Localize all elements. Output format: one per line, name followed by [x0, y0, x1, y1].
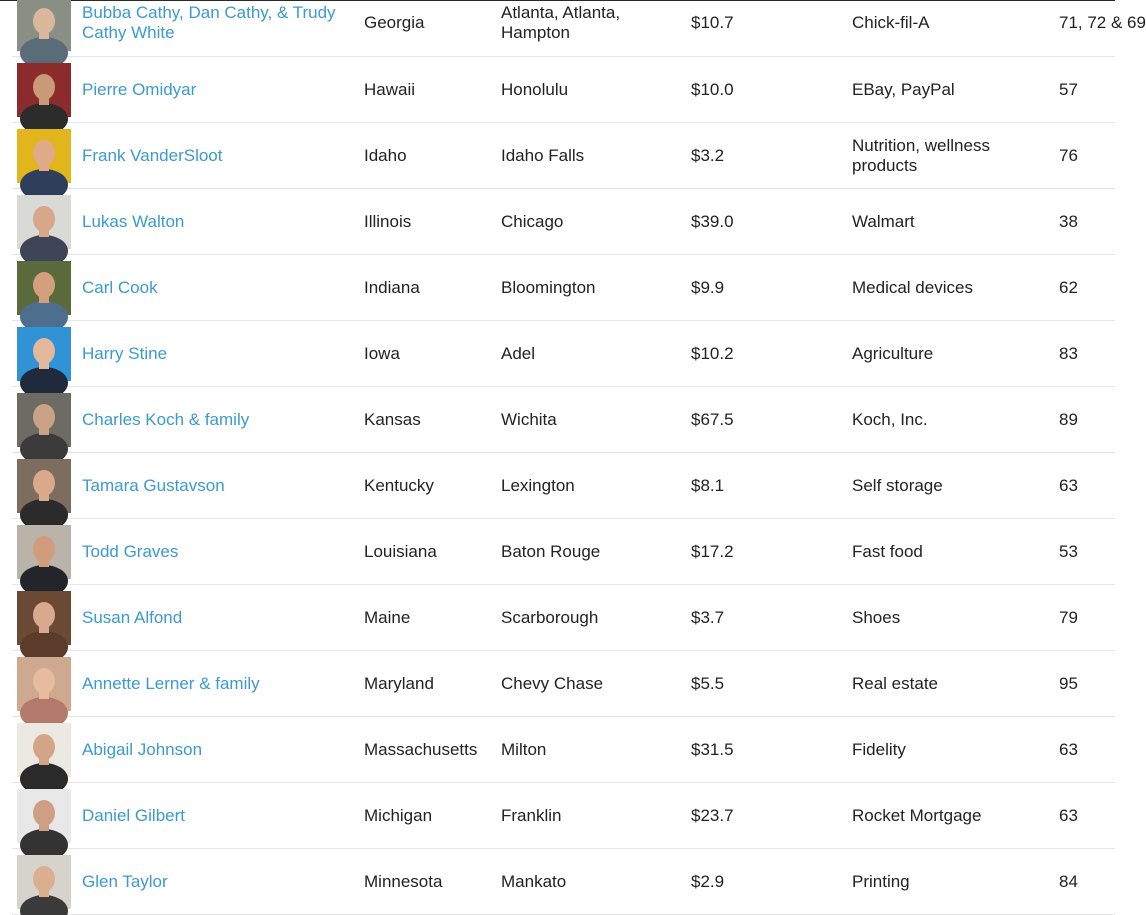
person-photo-icon — [17, 63, 71, 117]
net-worth-cell: $3.2 — [691, 146, 725, 165]
wealth-source-cell: Chick-fil-A — [852, 13, 930, 32]
net-worth-cell: $10.7 — [691, 13, 734, 32]
table-row — [12, 453, 1115, 519]
state-cell: Massachusetts — [364, 740, 478, 759]
avatar — [17, 0, 71, 51]
age-cell: 95 — [1059, 674, 1078, 693]
city-cell: Mankato — [501, 872, 567, 891]
state-cell: Michigan — [364, 806, 433, 825]
avatar — [17, 393, 71, 447]
avatar — [17, 327, 71, 381]
age-cell: 76 — [1059, 146, 1078, 165]
avatar — [17, 855, 71, 909]
person-photo-icon — [17, 591, 71, 645]
wealth-source-cell: Walmart — [852, 212, 915, 231]
city-cell: Chevy Chase — [501, 674, 604, 693]
table-row — [12, 783, 1115, 849]
net-worth-cell: $2.9 — [691, 872, 725, 891]
wealth-source-cell: Nutrition, wellness products — [852, 136, 990, 175]
city-cell: Lexington — [501, 476, 575, 495]
person-photo-icon — [17, 459, 71, 513]
person-photo-icon — [17, 195, 71, 249]
avatar — [17, 591, 71, 645]
person-name-link[interactable]: Carl Cook — [82, 278, 158, 297]
state-cell: Kentucky — [364, 476, 434, 495]
net-worth-cell: $9.9 — [691, 278, 725, 297]
wealth-source-cell: Real estate — [852, 674, 938, 693]
person-name-link[interactable]: Todd Graves — [82, 542, 179, 561]
net-worth-cell: $10.0 — [691, 80, 734, 99]
net-worth-cell: $3.7 — [691, 608, 725, 627]
table-row — [12, 849, 1115, 915]
net-worth-cell: $5.5 — [691, 674, 725, 693]
table-row — [12, 189, 1115, 255]
person-photo-icon — [17, 525, 71, 579]
person-name-link[interactable]: Abigail Johnson — [82, 740, 203, 759]
table-row — [12, 519, 1115, 585]
person-name-link[interactable]: Daniel Gilbert — [82, 806, 185, 825]
net-worth-cell: $8.1 — [691, 476, 725, 495]
avatar — [17, 195, 71, 249]
city-cell: Honolulu — [501, 80, 569, 99]
state-cell: Hawaii — [364, 80, 416, 99]
person-photo-icon — [17, 0, 71, 51]
wealth-source-cell: Fast food — [852, 542, 923, 561]
state-cell: Georgia — [364, 13, 425, 32]
person-photo-icon — [17, 393, 71, 447]
age-cell: 62 — [1059, 278, 1078, 297]
person-name-link[interactable]: Charles Koch & family — [82, 410, 250, 429]
net-worth-cell: $39.0 — [691, 212, 734, 231]
person-name-link[interactable]: Susan Alfond — [82, 608, 183, 627]
table-row — [12, 57, 1115, 123]
wealth-source-cell: Printing — [852, 872, 910, 891]
table-row — [12, 321, 1115, 387]
age-cell: 38 — [1059, 212, 1078, 231]
wealth-source-cell: EBay, PayPal — [852, 80, 955, 99]
net-worth-cell: $10.2 — [691, 344, 734, 363]
person-name-link[interactable]: Annette Lerner & family — [82, 674, 260, 693]
person-photo-icon — [17, 789, 71, 843]
state-cell: Indiana — [364, 278, 420, 297]
table-row — [12, 585, 1115, 651]
table-row — [12, 387, 1115, 453]
age-cell: 63 — [1059, 476, 1078, 495]
state-cell: Illinois — [364, 212, 412, 231]
person-photo-icon — [17, 129, 71, 183]
age-cell: 63 — [1059, 740, 1078, 759]
avatar — [17, 525, 71, 579]
person-photo-icon — [17, 327, 71, 381]
person-photo-icon — [17, 657, 71, 711]
city-cell: Adel — [501, 344, 536, 363]
city-cell: Franklin — [501, 806, 562, 825]
age-cell: 63 — [1059, 806, 1078, 825]
age-cell: 53 — [1059, 542, 1078, 561]
person-name-link[interactable]: Pierre Omidyar — [82, 80, 197, 99]
wealth-source-cell: Koch, Inc. — [852, 410, 928, 429]
person-photo-icon — [17, 261, 71, 315]
city-cell: Wichita — [501, 410, 557, 429]
state-cell: Kansas — [364, 410, 421, 429]
table-row — [12, 717, 1115, 783]
avatar — [17, 261, 71, 315]
city-cell: Baton Rouge — [501, 542, 601, 561]
net-worth-cell: $23.7 — [691, 806, 734, 825]
state-cell: Maine — [364, 608, 411, 627]
billionaires-table — [12, 0, 1146, 915]
city-cell: Milton — [501, 740, 547, 759]
age-cell: 83 — [1059, 344, 1078, 363]
state-cell: Idaho — [364, 146, 407, 165]
wealth-source-cell: Fidelity — [852, 740, 906, 759]
age-cell: 84 — [1059, 872, 1078, 891]
city-cell: Atlanta, Atlanta, Hampton — [501, 3, 621, 42]
city-cell: Scarborough — [501, 608, 599, 627]
net-worth-cell: $31.5 — [691, 740, 734, 759]
wealth-source-cell: Agriculture — [852, 344, 934, 363]
table-row — [12, 123, 1115, 189]
avatar — [17, 63, 71, 117]
person-name-link[interactable]: Bubba Cathy, Dan Cathy, & Trudy Cathy White — [82, 3, 336, 42]
city-cell: Idaho Falls — [501, 146, 585, 165]
age-cell: 79 — [1059, 608, 1078, 627]
net-worth-cell: $17.2 — [691, 542, 734, 561]
state-cell: Minnesota — [364, 872, 443, 891]
table-row — [12, 0, 1146, 57]
net-worth-cell: $67.5 — [691, 410, 734, 429]
person-name-link[interactable]: Glen Taylor — [82, 872, 168, 891]
table-row — [12, 651, 1115, 717]
state-cell: Maryland — [364, 674, 434, 693]
table-row — [12, 255, 1115, 321]
wealth-source-cell: Self storage — [852, 476, 943, 495]
age-cell: 89 — [1059, 410, 1078, 429]
city-cell: Bloomington — [501, 278, 596, 297]
wealth-source-cell: Medical devices — [852, 278, 973, 297]
avatar — [17, 723, 71, 777]
avatar — [17, 789, 71, 843]
wealth-source-cell: Rocket Mortgage — [852, 806, 982, 825]
person-photo-icon — [17, 855, 71, 909]
wealth-source-cell: Shoes — [852, 608, 901, 627]
age-cell: 57 — [1059, 80, 1078, 99]
avatar — [17, 129, 71, 183]
person-name-link[interactable]: Frank VanderSloot — [82, 146, 223, 165]
age-cell: 71, 72 & 69 — [1059, 13, 1146, 32]
city-cell: Chicago — [501, 212, 564, 231]
person-name-link[interactable]: Harry Stine — [82, 344, 168, 363]
person-name-link[interactable]: Lukas Walton — [82, 212, 185, 231]
state-cell: Iowa — [364, 344, 400, 363]
avatar — [17, 657, 71, 711]
person-photo-icon — [17, 723, 71, 777]
avatar — [17, 459, 71, 513]
state-cell: Louisiana — [364, 542, 437, 561]
person-name-link[interactable]: Tamara Gustavson — [82, 476, 225, 495]
